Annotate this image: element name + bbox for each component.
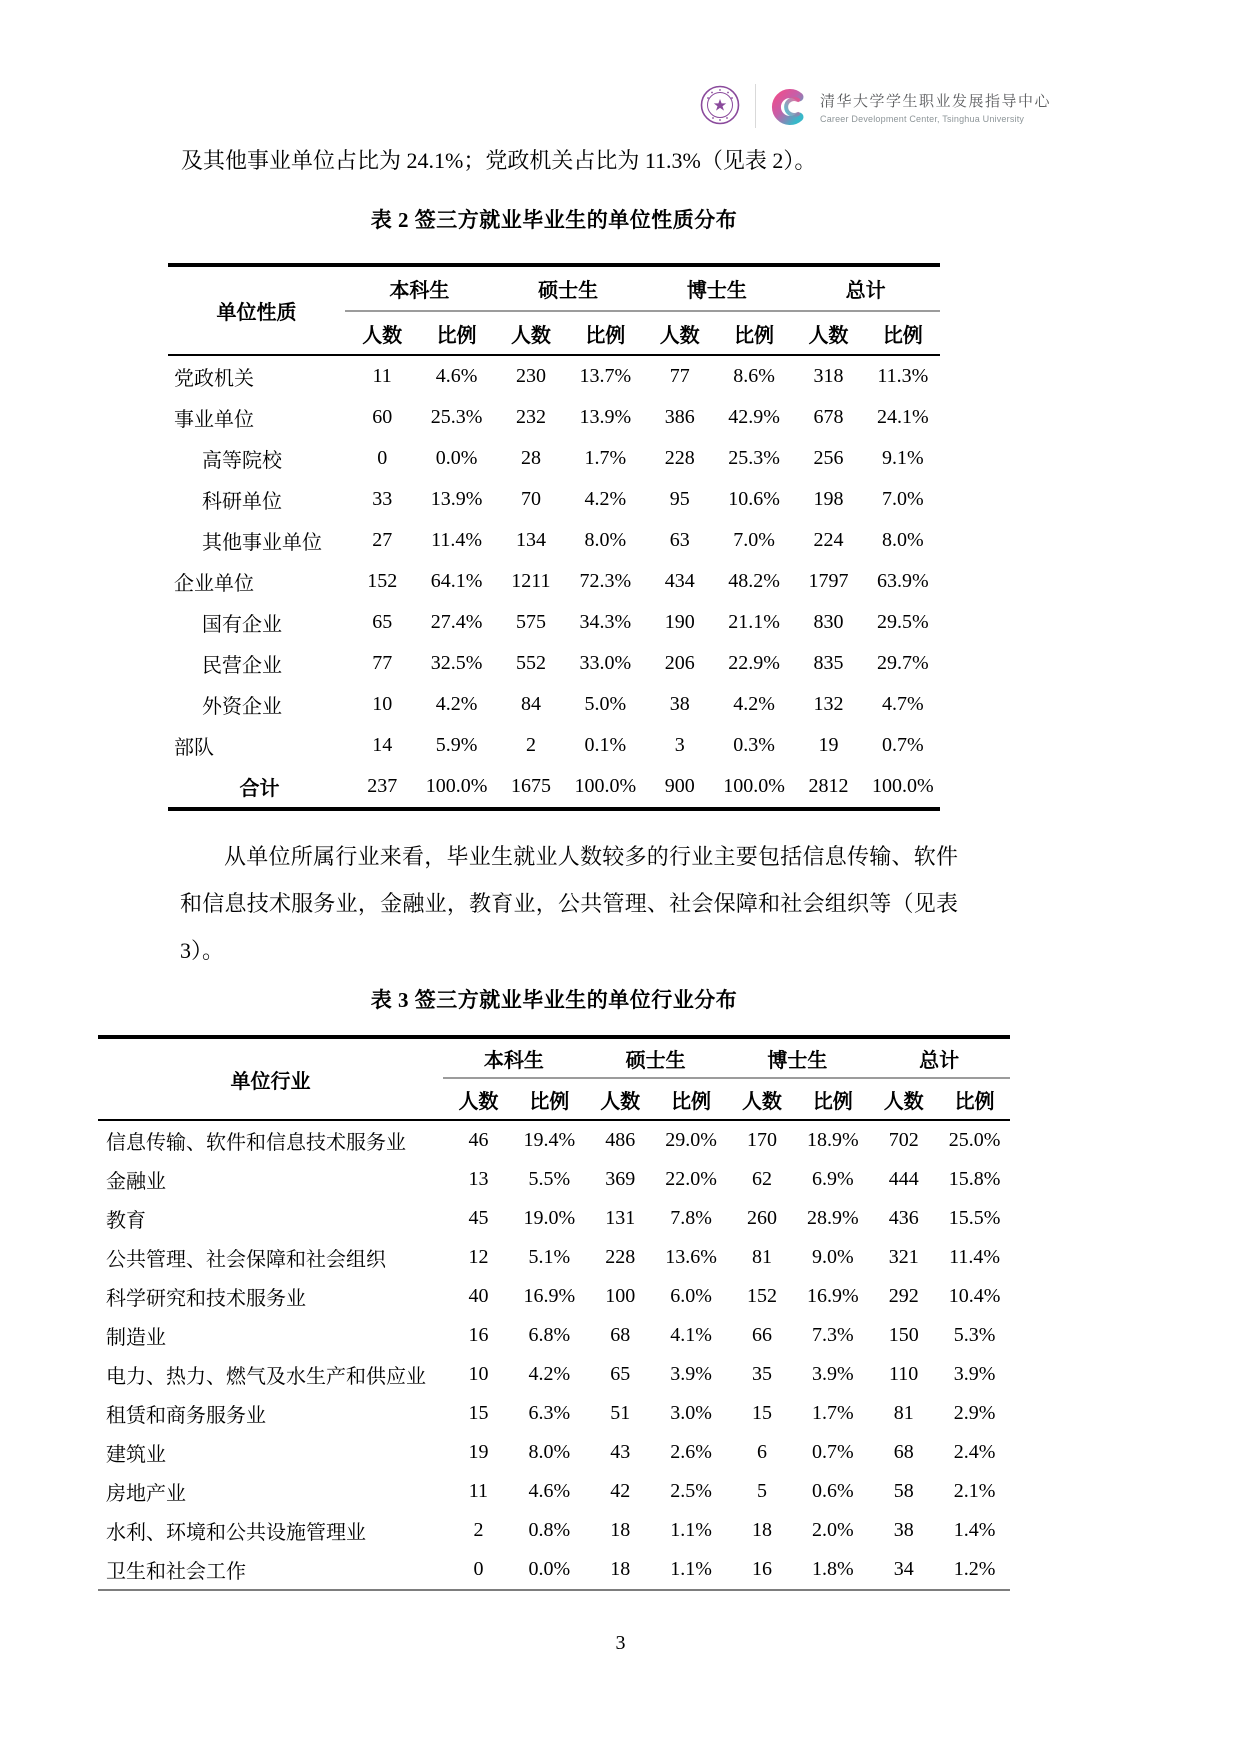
cell-value: 22.9%: [728, 652, 780, 674]
cell-value: 6: [756, 1441, 767, 1463]
cell-value: 0.0%: [435, 447, 478, 469]
cell-value: 13.9%: [579, 406, 632, 428]
sub-header: 人数: [727, 1078, 798, 1120]
cell-value: 2.0%: [811, 1519, 854, 1541]
header-divider: [755, 84, 756, 128]
cell-value: 12: [468, 1246, 489, 1268]
sub-header: 人数: [868, 1078, 939, 1120]
row-header: 单位性质: [168, 265, 345, 355]
cell-value: 5.0%: [584, 693, 627, 715]
cell-value: 4.1%: [670, 1324, 712, 1346]
cell-value: 4.2%: [584, 488, 627, 510]
cell-value: 486: [605, 1129, 636, 1151]
cell-value: 575: [515, 611, 546, 633]
cell-value: 8.0%: [881, 529, 924, 551]
sub-header: 比例: [419, 311, 493, 355]
cell-value: 6.0%: [670, 1285, 712, 1307]
cell-value: 1.4%: [953, 1519, 996, 1541]
cell-value: 2.6%: [670, 1441, 712, 1463]
cell-value: 48.2%: [728, 570, 780, 592]
header-org-text: [820, 90, 1051, 124]
header-org-name-cn: 清华大学学生职业发展指导中心: [820, 93, 1052, 110]
cell-value: 4.2%: [528, 1363, 571, 1385]
cell-value: 63.9%: [876, 570, 929, 592]
table-row: [168, 766, 940, 809]
cell-value: 33.0%: [579, 652, 632, 674]
group-header: 总计: [868, 1037, 1010, 1078]
cell-value: 9.1%: [881, 447, 924, 469]
cell-value: 70: [520, 488, 541, 510]
cell-value: 29.5%: [876, 611, 929, 633]
cell-value: 830: [813, 611, 844, 633]
cell-value: 18.9%: [806, 1129, 859, 1151]
cell-value: 33: [372, 488, 393, 510]
cell-value: 35: [751, 1363, 772, 1385]
page-number: 3: [615, 1632, 626, 1654]
cell-value: 5.5%: [528, 1168, 571, 1190]
cell-value: 63: [669, 529, 690, 551]
cell-value: 66: [751, 1324, 772, 1346]
cell-value: 2.1%: [953, 1480, 996, 1502]
cell-value: 27.4%: [430, 611, 483, 633]
table-row: [168, 725, 940, 766]
cell-value: 21.1%: [728, 611, 780, 633]
cell-value: 232: [515, 406, 546, 428]
group-header: 总计: [791, 265, 940, 311]
cell-value: 224: [813, 529, 844, 551]
cell-value: 1.2%: [953, 1558, 996, 1580]
cell-value: 8.0%: [528, 1441, 571, 1463]
cell-value: 11: [468, 1480, 489, 1502]
cell-value: 8.0%: [584, 529, 627, 551]
cell-value: 62: [751, 1168, 772, 1190]
cell-value: 72.3%: [579, 570, 632, 592]
cell-value: 0.3%: [733, 734, 775, 756]
cell-value: 2812: [808, 775, 849, 797]
cell-value: 228: [605, 1246, 636, 1268]
cell-value: 4.7%: [881, 693, 924, 715]
cell-value: 436: [888, 1207, 919, 1229]
cell-value: 3.9%: [670, 1363, 712, 1385]
cell-value: 38: [669, 693, 690, 715]
cell-value: 19: [818, 734, 839, 756]
cell-value: 152: [746, 1285, 777, 1307]
cell-value: 900: [664, 775, 695, 797]
cell-value: 100.0%: [871, 775, 934, 797]
cell-value: 228: [664, 447, 695, 469]
sub-header: 比例: [939, 1078, 1010, 1120]
cell-value: 28.9%: [806, 1207, 859, 1229]
cell-value: 7.0%: [881, 488, 924, 510]
table-row: [168, 643, 940, 684]
cell-value: 434: [664, 570, 695, 592]
group-header: 本科生: [443, 1037, 585, 1078]
group-header: 本科生: [345, 265, 494, 311]
row-label: 其他事业单位: [202, 532, 322, 554]
row-label: 民营企业: [202, 655, 282, 677]
cell-value: 25.3%: [430, 406, 483, 428]
cell-value: 81: [893, 1402, 914, 1424]
cell-value: 22.0%: [665, 1168, 717, 1190]
sub-header: 比例: [656, 1078, 727, 1120]
cell-value: 198: [813, 488, 844, 510]
cell-value: 60: [372, 406, 393, 428]
cell-value: 29.7%: [876, 652, 929, 674]
table-row: [98, 1394, 1010, 1433]
cell-value: 15: [468, 1402, 489, 1424]
cell-value: 8.6%: [733, 365, 775, 387]
career-center-logo-icon: [768, 88, 808, 126]
cell-value: 835: [813, 652, 844, 674]
cell-value: 0.6%: [811, 1480, 854, 1502]
cell-value: 13: [468, 1168, 489, 1190]
cell-value: 206: [664, 652, 695, 674]
cell-value: 10: [468, 1363, 489, 1385]
cell-value: 11.3%: [877, 365, 929, 387]
table-row: [98, 1238, 1010, 1277]
cell-value: 4.6%: [435, 365, 478, 387]
cell-value: 230: [515, 365, 546, 387]
sub-header: 比例: [797, 1078, 868, 1120]
cell-value: 18: [751, 1519, 772, 1541]
table-row: [98, 1472, 1010, 1511]
cell-value: 13.9%: [430, 488, 483, 510]
cell-value: 64.1%: [430, 570, 483, 592]
cell-value: 29.0%: [665, 1129, 717, 1151]
group-header: 博士生: [727, 1037, 869, 1078]
row-label: 房地产业: [106, 1483, 186, 1505]
cell-value: 0: [377, 447, 388, 469]
cell-value: 0.7%: [811, 1441, 854, 1463]
cell-value: 552: [515, 652, 546, 674]
header-org-name-en: Career Development Center, Tsinghua University: [820, 114, 1025, 124]
cell-value: 18: [610, 1519, 631, 1541]
row-header: 单位行业: [98, 1037, 443, 1120]
cell-value: 386: [664, 406, 695, 428]
cell-value: 150: [888, 1324, 919, 1346]
row-label: 外资企业: [202, 696, 282, 718]
cell-value: 7.0%: [733, 529, 775, 551]
cell-value: 1.8%: [811, 1558, 854, 1580]
cell-value: 16: [751, 1558, 772, 1580]
cell-value: 2.9%: [953, 1402, 996, 1424]
row-label: 企业单位: [174, 573, 254, 595]
cell-value: 15.8%: [948, 1168, 1001, 1190]
table-row: [168, 438, 940, 479]
table-row: [168, 479, 940, 520]
cell-value: 51: [610, 1402, 631, 1424]
table-row: [98, 1355, 1010, 1394]
cell-value: 19: [468, 1441, 489, 1463]
cell-value: 65: [610, 1363, 631, 1385]
cell-value: 132: [813, 693, 844, 715]
cell-value: 40: [468, 1285, 489, 1307]
cell-value: 0.8%: [528, 1519, 571, 1541]
cell-value: 18: [610, 1558, 631, 1580]
cell-value: 46: [468, 1129, 489, 1151]
row-label: 科学研究和技术服务业: [106, 1288, 306, 1310]
cell-value: 5.9%: [435, 734, 478, 756]
cell-value: 100.0%: [723, 775, 785, 797]
cell-value: 14: [372, 734, 393, 756]
cell-value: 38: [893, 1519, 914, 1541]
row-label: 部队: [174, 737, 214, 759]
row-label: 卫生和社会工作: [106, 1561, 246, 1583]
table-row: [168, 397, 940, 438]
cell-value: 5.3%: [953, 1324, 996, 1346]
cell-value: 19.4%: [523, 1129, 576, 1151]
cell-value: 34: [893, 1558, 914, 1580]
table-row: [98, 1160, 1010, 1199]
table-row: [98, 1550, 1010, 1590]
cell-value: 134: [515, 529, 546, 551]
cell-value: 77: [372, 652, 393, 674]
table-row: [168, 602, 940, 643]
table3-title: 表 3 签三方就业毕业生的单位行业分布: [370, 988, 738, 1012]
cell-value: 10: [372, 693, 393, 715]
cell-value: 16: [468, 1324, 489, 1346]
report-table: [98, 1035, 1010, 1591]
cell-value: 95: [669, 488, 690, 510]
cell-value: 4.2%: [733, 693, 775, 715]
cell-value: 19.0%: [523, 1207, 576, 1229]
cell-value: 77: [669, 365, 690, 387]
row-label: 国有企业: [202, 614, 282, 636]
cell-value: 45: [468, 1207, 489, 1229]
cell-value: 16.9%: [523, 1285, 576, 1307]
cell-value: 100.0%: [425, 775, 488, 797]
cell-value: 2: [525, 734, 536, 756]
cell-value: 170: [746, 1129, 777, 1151]
cell-value: 7.3%: [811, 1324, 854, 1346]
table-row: [98, 1433, 1010, 1472]
cell-value: 318: [813, 365, 844, 387]
cell-value: 11: [372, 365, 392, 387]
cell-value: 42.9%: [728, 406, 780, 428]
cell-value: 11.4%: [949, 1246, 1001, 1268]
table-row: [98, 1511, 1010, 1550]
cell-value: 65: [372, 611, 393, 633]
row-label: 建筑业: [106, 1444, 166, 1466]
sub-header: 人数: [494, 311, 568, 355]
cell-value: 84: [520, 693, 541, 715]
table-row: [168, 561, 940, 602]
cell-value: 81: [751, 1246, 772, 1268]
table-row: [98, 1277, 1010, 1316]
tsinghua-seal-icon: [700, 85, 740, 125]
cell-value: 3.9%: [811, 1363, 854, 1385]
cell-value: 4.6%: [528, 1480, 571, 1502]
cell-value: 3.9%: [953, 1363, 996, 1385]
cell-value: 1.1%: [670, 1519, 712, 1541]
cell-value: 0: [473, 1558, 484, 1580]
sub-header: 人数: [345, 311, 419, 355]
cell-value: 5: [756, 1480, 767, 1502]
cell-value: 4.2%: [435, 693, 478, 715]
cell-value: 11.4%: [431, 529, 483, 551]
cell-value: 0.1%: [584, 734, 627, 756]
cell-value: 110: [889, 1363, 919, 1385]
cell-value: 0.7%: [881, 734, 924, 756]
cell-value: 321: [888, 1246, 919, 1268]
cell-value: 27: [372, 529, 393, 551]
row-label: 事业单位: [174, 409, 254, 431]
row-label: 教育: [106, 1210, 146, 1232]
cell-value: 25.0%: [948, 1129, 1001, 1151]
row-label: 水利、环境和公共设施管理业: [106, 1522, 366, 1544]
cell-value: 34.3%: [579, 611, 632, 633]
table-row: [168, 684, 940, 725]
cell-value: 1.1%: [670, 1558, 712, 1580]
cell-value: 68: [893, 1441, 914, 1463]
cell-value: 16.9%: [806, 1285, 859, 1307]
cell-value: 6.8%: [528, 1324, 571, 1346]
group-header: 博士生: [643, 265, 792, 311]
cell-value: 1797: [808, 570, 849, 592]
row-label: 科研单位: [202, 491, 282, 513]
table-row: [168, 520, 940, 561]
cell-value: 256: [813, 447, 844, 469]
cell-value: 1675: [510, 775, 551, 797]
cell-value: 100: [605, 1285, 636, 1307]
cell-value: 43: [610, 1441, 631, 1463]
row-label: 信息传输、软件和信息技术服务业: [106, 1132, 406, 1154]
cell-value: 58: [893, 1480, 914, 1502]
cell-value: 190: [664, 611, 695, 633]
cell-value: 260: [746, 1207, 777, 1229]
industry-paragraph: 从单位所属行业来看，毕业生就业人数较多的行业主要包括信息传输、软件和信息技术服务业，金融业，教育业，公共管理、社会保障和社会组织等（见表 3）。: [180, 844, 958, 963]
sub-header: 比例: [514, 1078, 585, 1120]
cell-value: 369: [605, 1168, 636, 1190]
row-label: 制造业: [106, 1327, 166, 1349]
sub-header: 比例: [568, 311, 642, 355]
cell-value: 15: [751, 1402, 772, 1424]
row-label: 公共管理、社会保障和社会组织: [106, 1249, 386, 1271]
cell-value: 152: [367, 570, 398, 592]
row-label: 电力、热力、燃气及水生产和供应业: [106, 1366, 426, 1388]
cell-value: 1.7%: [584, 447, 627, 469]
cell-value: 1211: [511, 570, 551, 592]
sub-header: 人数: [585, 1078, 656, 1120]
table2-title: 表 2 签三方就业毕业生的单位性质分布: [370, 208, 738, 232]
cell-value: 13.7%: [579, 365, 632, 387]
cell-value: 3: [674, 734, 685, 756]
row-label: 合计: [239, 778, 280, 800]
cell-value: 2.4%: [953, 1441, 996, 1463]
row-label: 金融业: [106, 1171, 166, 1193]
cell-value: 13.6%: [665, 1246, 717, 1268]
cell-value: 9.0%: [811, 1246, 854, 1268]
cell-value: 444: [888, 1168, 919, 1190]
table-row: [98, 1199, 1010, 1238]
cell-value: 42: [610, 1480, 631, 1502]
table-row: [98, 1120, 1010, 1160]
cell-value: 10.4%: [948, 1285, 1001, 1307]
cell-value: 5.1%: [528, 1246, 571, 1268]
cell-value: 68: [610, 1324, 631, 1346]
table-row: [168, 355, 940, 397]
cell-value: 6.3%: [528, 1402, 571, 1424]
cell-value: 32.5%: [430, 652, 483, 674]
cell-value: 15.5%: [948, 1207, 1001, 1229]
cell-value: 25.3%: [728, 447, 780, 469]
cell-value: 1.7%: [811, 1402, 854, 1424]
cell-value: 2: [473, 1519, 484, 1541]
group-header: 硕士生: [585, 1037, 727, 1078]
cell-value: 131: [605, 1207, 636, 1229]
sub-header: 比例: [717, 311, 791, 355]
sub-header: 人数: [443, 1078, 514, 1120]
sub-header: 人数: [643, 311, 717, 355]
cell-value: 28: [520, 447, 541, 469]
cell-value: 100.0%: [574, 775, 637, 797]
cell-value: 678: [813, 406, 844, 428]
row-label: 党政机关: [174, 368, 254, 390]
cell-value: 702: [888, 1129, 919, 1151]
cell-value: 2.5%: [670, 1480, 712, 1502]
sub-header: 比例: [866, 311, 940, 355]
sub-header: 人数: [791, 311, 865, 355]
cell-value: 6.9%: [811, 1168, 854, 1190]
intro-paragraph: 及其他事业单位占比为 24.1%；党政机关占比为 11.3%（见表 2）。: [181, 148, 817, 173]
group-header: 硕士生: [494, 265, 643, 311]
table-row: [98, 1316, 1010, 1355]
row-label: 高等院校: [202, 450, 282, 472]
cell-value: 7.8%: [670, 1207, 712, 1229]
cell-value: 292: [888, 1285, 919, 1307]
cell-value: 237: [367, 775, 398, 797]
row-label: 租赁和商务服务业: [106, 1405, 266, 1427]
cell-value: 0.0%: [528, 1558, 571, 1580]
report-table: [168, 263, 940, 811]
cell-value: 24.1%: [876, 406, 929, 428]
cell-value: 10.6%: [728, 488, 780, 510]
cell-value: 3.0%: [670, 1402, 712, 1424]
